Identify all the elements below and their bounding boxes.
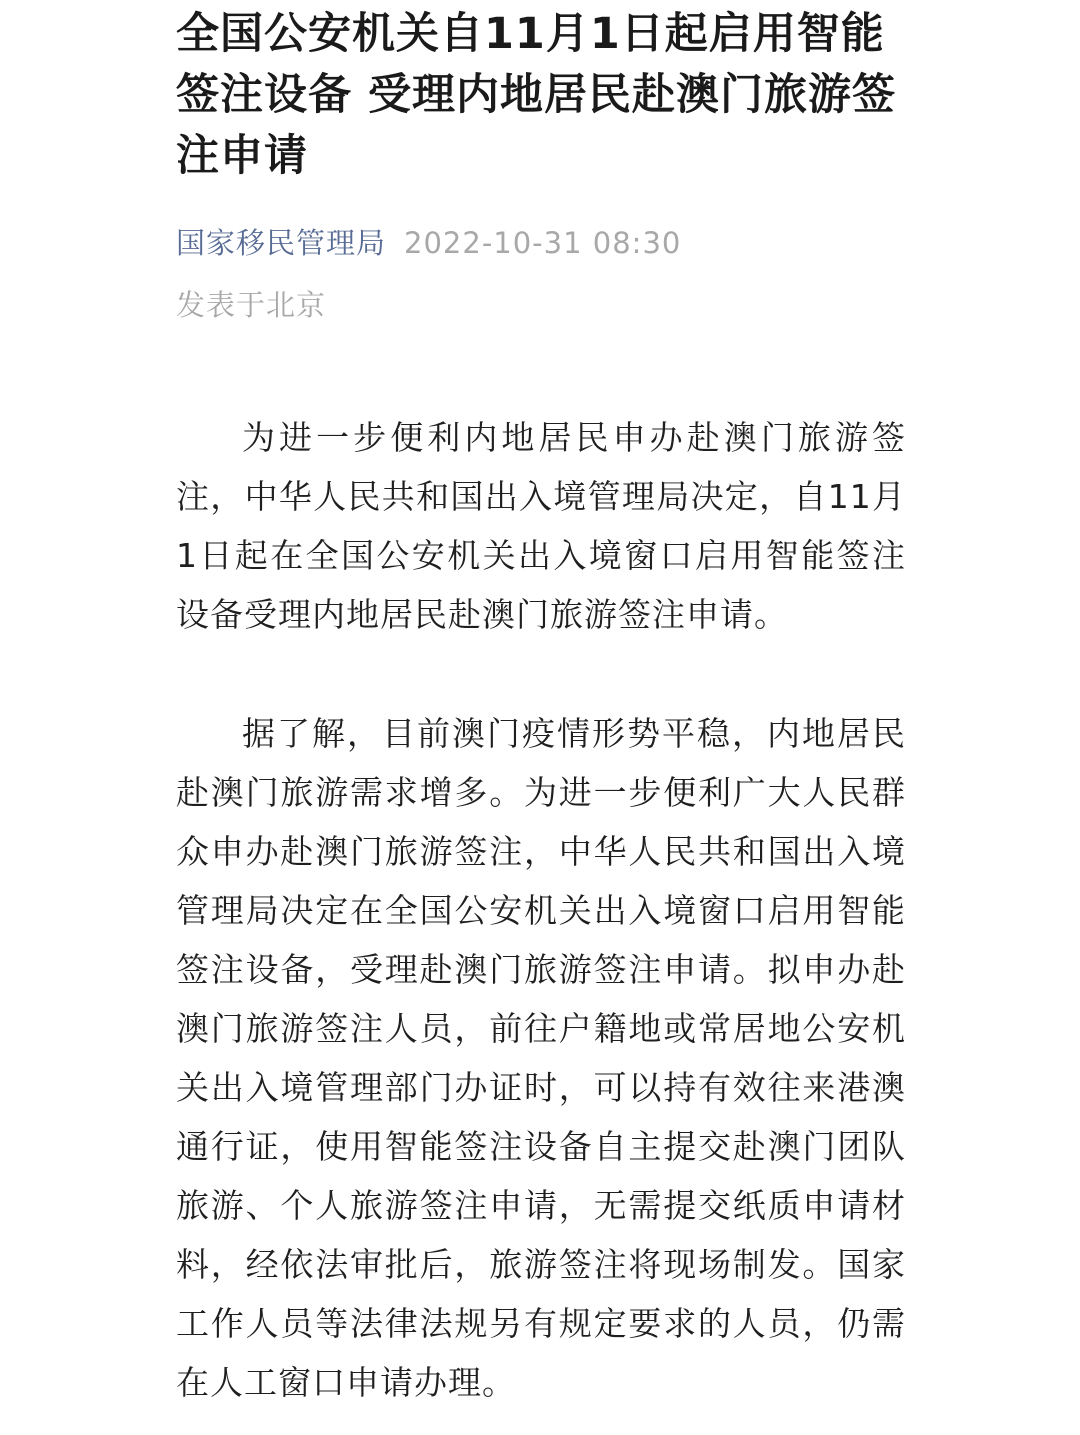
article-paragraph: 据了解，目前澳门疫情形势平稳，内地居民赴澳门旅游需求增多。为进一步便利广大人民群众申办赴澳门旅游签注，中华人民共和国出入境管理局决定在全国公安机关出入境窗口启用智能签注设备，受理赴澳门旅游签注申请。拟申办赴澳门旅游签注人员，前往户籍地或常居地公安机关出入境管理部门办证时，可以持有效往来港澳通行证，使用智能签注设备自主提交赴澳门团队旅游、个人旅游签注申请，无需提交纸质申请材料，经依法审批后，旅游签注将现场制发。国家工作人员等法律法规另有规定要求的人员，仍需在人工窗口申请办理。 <box>176 714 906 1402</box>
publish-location: 发表于北京 <box>176 288 327 322</box>
publish-date: 2022-10-31 08:30 <box>404 226 682 260</box>
article-meta <box>176 222 906 264</box>
article-title: 全国公安机关自11月1日起启用智能签注设备 受理内地居民赴澳门旅游签注申请 <box>176 9 896 181</box>
author-link[interactable]: 国家移民管理局 <box>176 226 387 260</box>
article-paragraph: 为进一步便利内地居民申办赴澳门旅游签注，中华人民共和国出入境管理局决定，自11月1日起在全国公安机关出入境窗口启用智能签注设备受理内地居民赴澳门旅游签注申请。 <box>176 418 906 634</box>
article <box>176 0 906 1412</box>
